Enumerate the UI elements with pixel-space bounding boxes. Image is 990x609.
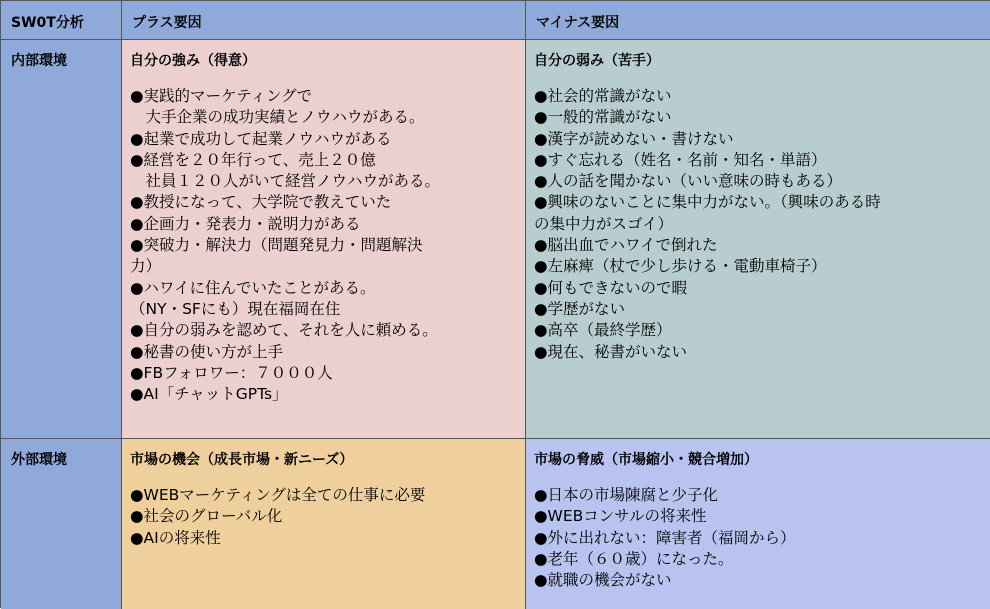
header-minus xyxy=(526,1,990,40)
list-item: ●FBフォロワー：７０００人 xyxy=(130,363,333,382)
list-item: ●実践的マーケティングで xyxy=(130,87,313,105)
internal-label: 内部環境 xyxy=(11,53,67,69)
weaknesses-list xyxy=(534,86,990,363)
list-item: ●ハワイに住んでいたことがある。 xyxy=(130,278,376,297)
list-item: ●外に出れない：障害者（福岡から） xyxy=(534,528,796,547)
list-item: ●突破力・解決力（問題発見力・問題解決 xyxy=(130,236,423,255)
list-item: ●左麻痺（杖で少し歩ける・電動車椅子） xyxy=(534,257,827,276)
header-corner xyxy=(1,1,122,40)
list-item: ●高卒（最終学歴） xyxy=(534,321,672,340)
list-item: ●起業で成功して起業ノウハウがある xyxy=(130,129,392,148)
list-item: ●何もできないので暇 xyxy=(534,278,688,297)
strengths-title: 自分の強み（得意） xyxy=(130,53,256,69)
list-item: ●WEBコンサルの将来性 xyxy=(534,507,707,526)
list-item: ●AI「チャットGPTs」 xyxy=(130,385,288,404)
corner-label: SW0T分析 xyxy=(11,15,84,31)
list-item: ●AIの将来性 xyxy=(130,528,221,547)
minus-label: マイナス要因 xyxy=(536,15,620,31)
opportunities-list xyxy=(130,485,525,549)
row-internal xyxy=(1,40,122,439)
list-item: ●脳出血でハワイで倒れた xyxy=(534,236,718,255)
list-item: ●秘書の使い方が上手 xyxy=(130,342,284,361)
list-item: ●老年（６０歳）になった。 xyxy=(534,549,734,568)
threats-cell xyxy=(526,439,990,609)
weaknesses-cell xyxy=(526,40,990,439)
strengths-list xyxy=(130,86,525,405)
row-external xyxy=(1,439,122,609)
list-item: ●現在、秘書がいない xyxy=(534,342,688,361)
list-item: ●就職の機会がない xyxy=(534,571,672,590)
list-item: ●自分の弱みを認めて、それを人に頼める。 xyxy=(130,321,438,340)
list-item: ●学歴がない xyxy=(534,299,626,318)
list-item: ●社会のグローバル化 xyxy=(130,507,283,526)
list-item: ●社会的常識がない xyxy=(534,87,672,105)
list-item: ●教授になって、大学院で教えていた xyxy=(130,193,392,212)
opportunities-cell xyxy=(122,439,526,609)
list-item: ●人の話を聞かない（いい意味の時もある） xyxy=(534,172,843,191)
list-item: ●一般的常識がない xyxy=(534,108,672,127)
threats-title: 市場の脅威（市場縮小・競合増加） xyxy=(534,452,758,468)
list-item: ●すぐ忘れる（姓名・名前・知名・単語） xyxy=(534,150,827,169)
strengths-cell xyxy=(122,40,526,439)
list-item: 力） xyxy=(130,257,162,276)
threats-list xyxy=(534,485,990,591)
opportunities-title: 市場の機会（成長市場・新ニーズ） xyxy=(130,452,354,468)
list-item: （NY・SFにも）現在福岡在住 xyxy=(130,299,341,318)
list-item: ●日本の市場陳腐と少子化 xyxy=(534,486,719,504)
list-item: 大手企業の成功実績とノウハウがある。 xyxy=(130,108,425,127)
external-label: 外部環境 xyxy=(11,452,67,468)
weaknesses-title: 自分の弱み（苦手） xyxy=(534,53,660,69)
list-item: ●興味のないことに集中力がない。（興味のある時 xyxy=(534,193,881,212)
list-item: ●漢字が読めない・書けない xyxy=(534,129,734,148)
list-item: の集中力がスゴイ） xyxy=(534,214,674,233)
plus-label: プラス要因 xyxy=(132,15,202,31)
list-item: ●WEBマーケティングは全ての仕事に必要 xyxy=(130,486,426,504)
header-plus xyxy=(122,1,526,40)
list-item: ●経営を２０年行って、売上２０億 xyxy=(130,150,376,169)
list-item: ●企画力・発表力・説明力がある xyxy=(130,214,361,233)
list-item: 社員１２０人がいて経営ノウハウがある。 xyxy=(130,172,441,191)
